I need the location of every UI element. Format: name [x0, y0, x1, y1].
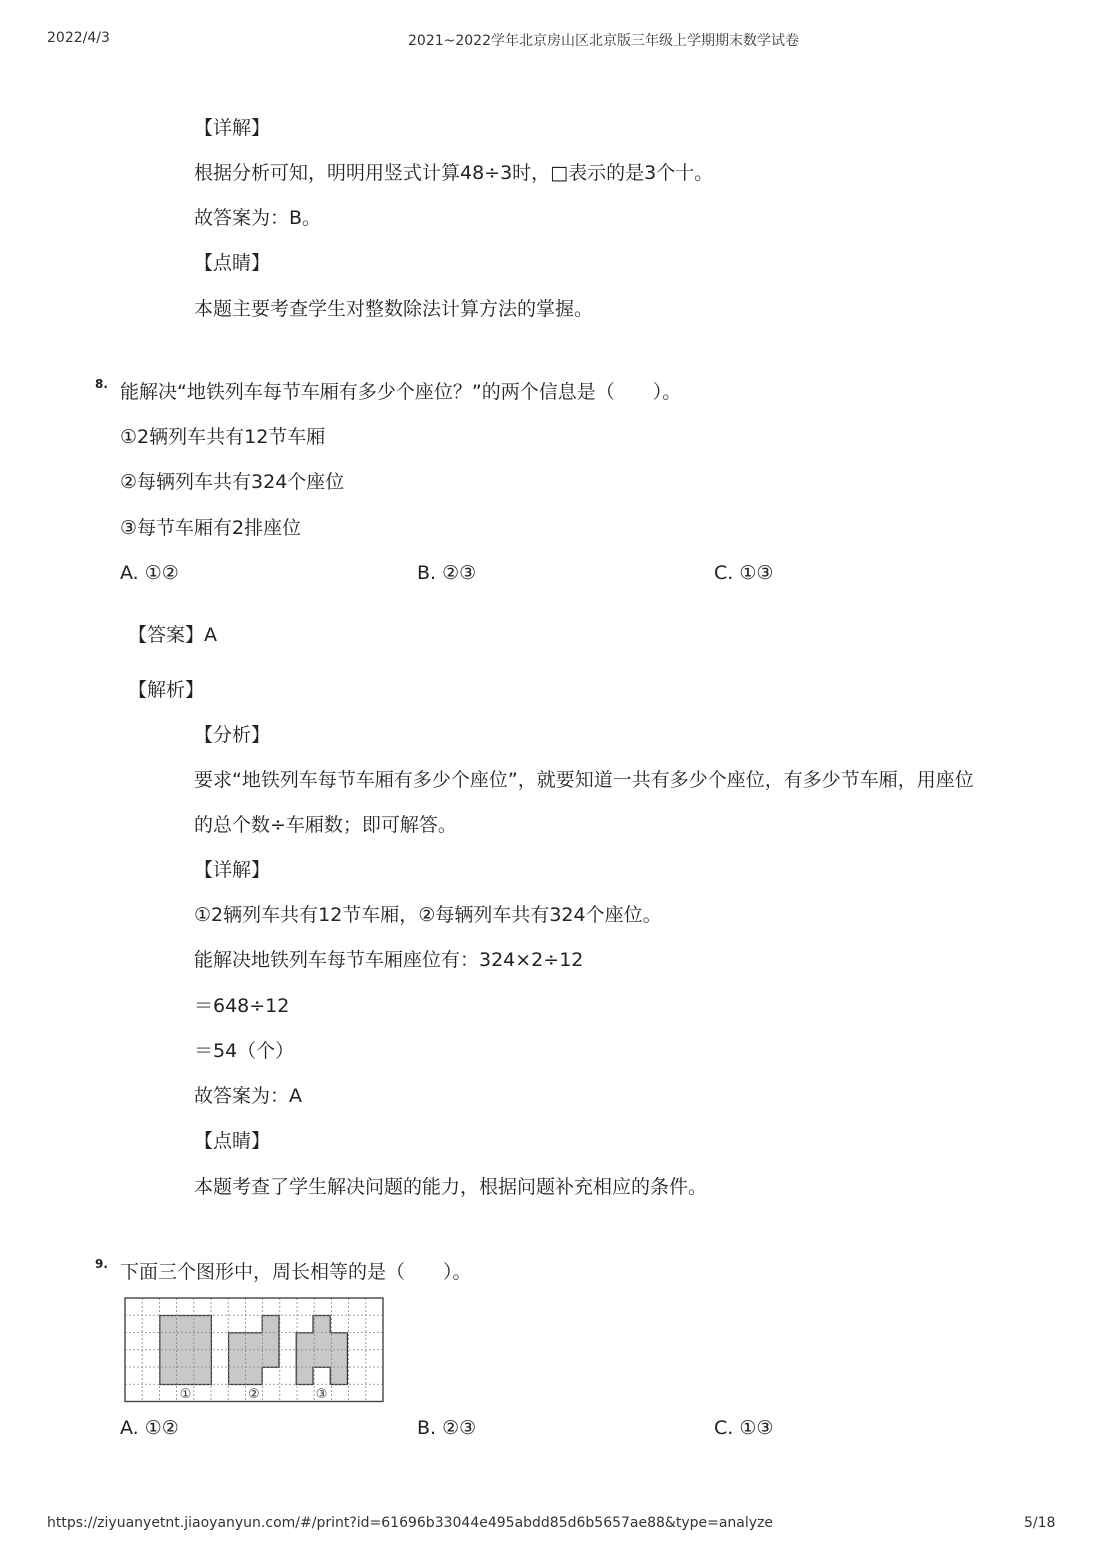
figure-label: ① — [179, 1387, 192, 1402]
detail-text: ＝54（个） — [194, 1040, 295, 1062]
shapes-grid-figure — [124, 1297, 386, 1409]
figure-label: ③ — [315, 1387, 328, 1402]
option-c: C. ①③ — [714, 562, 774, 584]
analysis-label: 【解析】 — [128, 679, 205, 701]
page-number: 5/18 — [1024, 1515, 1056, 1531]
analysis-text: 的总个数÷车厢数；即可解答。 — [194, 814, 457, 836]
detail-heading: 【详解】 — [194, 859, 271, 881]
tip-text: 本题考查了学生解决问题的能力，根据问题补充相应的条件。 — [194, 1176, 708, 1198]
option-a: A. ①② — [120, 562, 179, 584]
question-number: 9. — [95, 1257, 108, 1271]
question-text: 下面三个图形中，周长相等的是（ ）。 — [120, 1261, 472, 1283]
option-a: A. ①② — [120, 1417, 179, 1439]
question-text: 能解决“地铁列车每节车厢有多少个座位？”的两个信息是（ ）。 — [120, 381, 682, 403]
grid-svg — [124, 1297, 386, 1405]
option-b: B. ②③ — [417, 562, 477, 584]
option-b: B. ②③ — [417, 1417, 477, 1439]
footer-url: https://ziyuanyetnt.jiaoyanyun.com/#/print?id=61696b33044e495abdd85d6b5657ae88&type=analyze — [47, 1515, 774, 1531]
option-c: C. ①③ — [714, 1417, 774, 1439]
document-title: 2021~2022学年北京房山区北京版三年级上学期期末数学试卷 — [408, 33, 799, 49]
info-item: ③每节车厢有2排座位 — [120, 517, 302, 539]
detail-text: ①2辆列车共有12节车厢，②每辆列车共有324个座位。 — [194, 904, 662, 926]
print-date: 2022/4/3 — [47, 30, 110, 46]
tip-heading: 【点睛】 — [194, 252, 271, 274]
tip-heading: 【点睛】 — [194, 1130, 271, 1152]
analysis-heading: 【分析】 — [194, 724, 271, 746]
tip-text: 本题主要考查学生对整数除法计算方法的掌握。 — [194, 298, 594, 320]
detail-heading: 【详解】 — [194, 117, 271, 139]
question-number: 8. — [95, 377, 108, 391]
analysis-text: 要求“地铁列车每节车厢有多少个座位”，就要知道一共有多少个座位，有多少节车厢，用座位 — [194, 769, 974, 791]
answer-text: 故答案为：B。 — [194, 207, 322, 229]
detail-text: 故答案为：A — [194, 1085, 302, 1107]
info-item: ②每辆列车共有324个座位 — [120, 471, 345, 493]
detail-text: 能解决地铁列车每节车厢座位有：324×2÷12 — [194, 949, 584, 971]
info-item: ①2辆列车共有12节车厢 — [120, 426, 326, 448]
answer-label: 【答案】A — [128, 624, 217, 646]
figure-label: ② — [247, 1387, 260, 1402]
detail-text: ＝648÷12 — [194, 995, 290, 1017]
detail-text: 根据分析可知，明明用竖式计算48÷3时，□表示的是3个十。 — [194, 162, 714, 184]
